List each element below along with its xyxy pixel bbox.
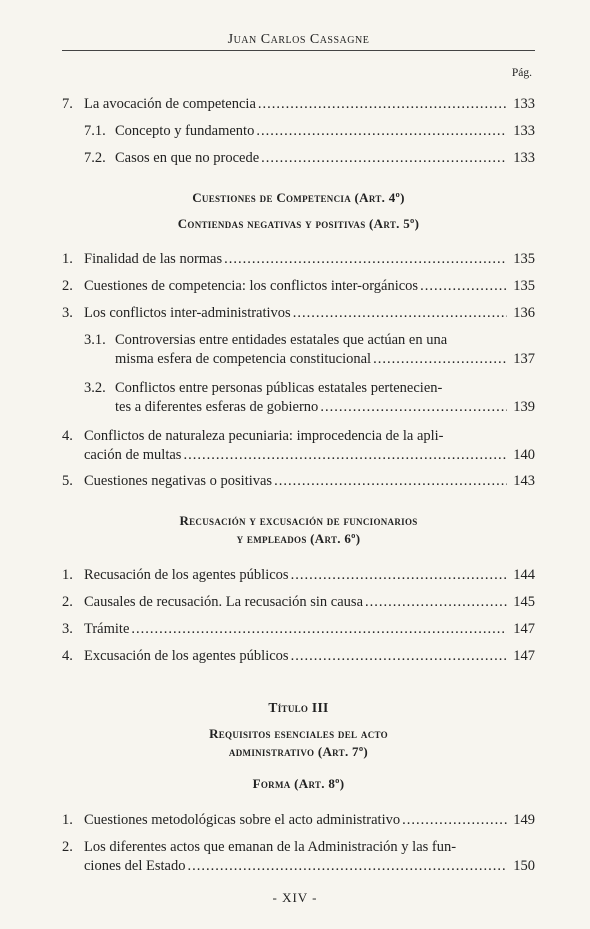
toc-entry-page: 133 [513, 150, 535, 166]
section-heading: Requisitos esenciales del acto [209, 726, 388, 741]
toc-entry: 3.1. Controversias entre entidades estatales que actúan en una misma esfera de competencia constitucional ..... 137 [84, 331, 535, 369]
toc-entry-page: 140 [513, 447, 535, 463]
toc-entry-text: Los conflictos inter-administrativos [84, 305, 291, 321]
toc-entry: 7.2. Casos en que no procede ..... 133 [84, 149, 535, 168]
toc-entry-text: Conflictos de naturaleza pecuniaria: improcedencia de la apli- [84, 428, 444, 444]
toc-entry: 1. Finalidad de las normas ..... 135 [62, 250, 535, 269]
toc-entry-text: Casos en que no procede [115, 150, 260, 166]
toc-entry-page: 147 [513, 621, 535, 637]
section-heading: Forma (Art. 8º) [252, 776, 345, 791]
toc-entry-page: 143 [513, 473, 535, 489]
toc-entry-page: 145 [513, 594, 535, 610]
toc-entry-text: cación de multas [84, 447, 182, 463]
toc-entry-text: ciones del Estado [84, 858, 186, 874]
toc-entry-text: tes a diferentes esferas de gobierno [115, 399, 319, 415]
toc-entry-page: 133 [513, 123, 535, 139]
running-header: Juan Carlos Cassagne [227, 32, 370, 47]
page-number: - XIV - [272, 890, 318, 905]
toc-entry: 7. La avocación de competencia ..... 133 [62, 95, 535, 114]
toc-entry-text: Excusación de los agentes públicos [84, 648, 289, 664]
toc-entry-page: 149 [513, 812, 535, 828]
toc-entry-text: Controversias entre entidades estatales que actúan en una [115, 332, 448, 348]
section-heading: Recusación y excusación de funcionarios [179, 513, 418, 528]
toc-entry-text: Conflictos entre personas públicas estatales pertenecien- [115, 380, 443, 396]
toc-entry: 4. Excusación de los agentes públicos ..... 147 [62, 647, 535, 666]
toc-entry-page: 147 [513, 648, 535, 664]
toc-entry-text: Finalidad de las normas [84, 251, 223, 267]
toc-entry-page: 135 [513, 278, 535, 294]
toc-entry-text: Trámite [84, 621, 130, 637]
toc-entry-page: 133 [513, 96, 535, 112]
toc-entry-page: 136 [513, 305, 535, 321]
toc-entry-text: La avocación de competencia [84, 96, 256, 112]
toc-entry: 3.2. Conflictos entre personas públicas estatales pertenecien- tes a diferentes esferas de gobierno ..... 139 [84, 379, 535, 417]
section-heading: Cuestiones de Competencia (Art. 4º) [192, 190, 405, 205]
toc-entry: 3. Los conflictos inter-administrativos ..... 136 [62, 304, 535, 323]
toc-entry-text: Cuestiones metodológicas sobre el acto administrativo [84, 812, 401, 828]
toc-entry-page: 139 [513, 399, 535, 415]
toc-entry-text: Concepto y fundamento [115, 123, 255, 139]
header-rule [62, 50, 535, 51]
toc-entry: 7.1. Concepto y fundamento ..... 133 [84, 122, 535, 141]
toc-entry: 5. Cuestiones negativas o positivas ..... 143 [62, 472, 535, 491]
section-heading: Contiendas negativas y positivas (Art. 5º) [177, 216, 420, 231]
section-heading: administrativo (Art. 7º) [228, 744, 369, 759]
toc-entry-text: misma esfera de competencia constitucional [115, 351, 372, 367]
toc-entry-text: Los diferentes actos que emanan de la Administración y las fun- [84, 839, 457, 855]
toc-entry: 1. Recusación de los agentes públicos ..... 144 [62, 566, 535, 585]
toc-entry-page: 135 [513, 251, 535, 267]
part-title: Título III [268, 700, 329, 715]
toc-entry-page: 150 [513, 858, 535, 874]
toc-entry: 1. Cuestiones metodológicas sobre el acto administrativo ..... 149 [62, 811, 535, 830]
toc-entry: 3. Trámite ..... 147 [62, 620, 535, 639]
toc-entry-page: 137 [513, 351, 535, 367]
toc-entry-text: Cuestiones de competencia: los conflictos inter-orgánicos [84, 278, 419, 294]
toc-entry-text: Causales de recusación. La recusación sin causa [84, 594, 364, 610]
section-heading: y empleados (Art. 6º) [236, 531, 361, 546]
toc-entry: 4. Conflictos de naturaleza pecuniaria: improcedencia de la apli- cación de multas ..... 140 [62, 427, 535, 465]
toc-entry: 2. Cuestiones de competencia: los conflictos inter-orgánicos ..... 135 [62, 277, 535, 296]
toc-entry: 2. Causales de recusación. La recusación sin causa ..... 145 [62, 593, 535, 612]
page-column-label: Pág. [511, 67, 532, 79]
toc-entry-text: Cuestiones negativas o positivas [84, 473, 273, 489]
toc-entry-page: 144 [513, 567, 535, 583]
toc-entry-text: Recusación de los agentes públicos [84, 567, 289, 583]
toc-entry: 2. Los diferentes actos que emanan de la Administración y las fun- ciones del Estado ..... 150 [62, 838, 535, 876]
